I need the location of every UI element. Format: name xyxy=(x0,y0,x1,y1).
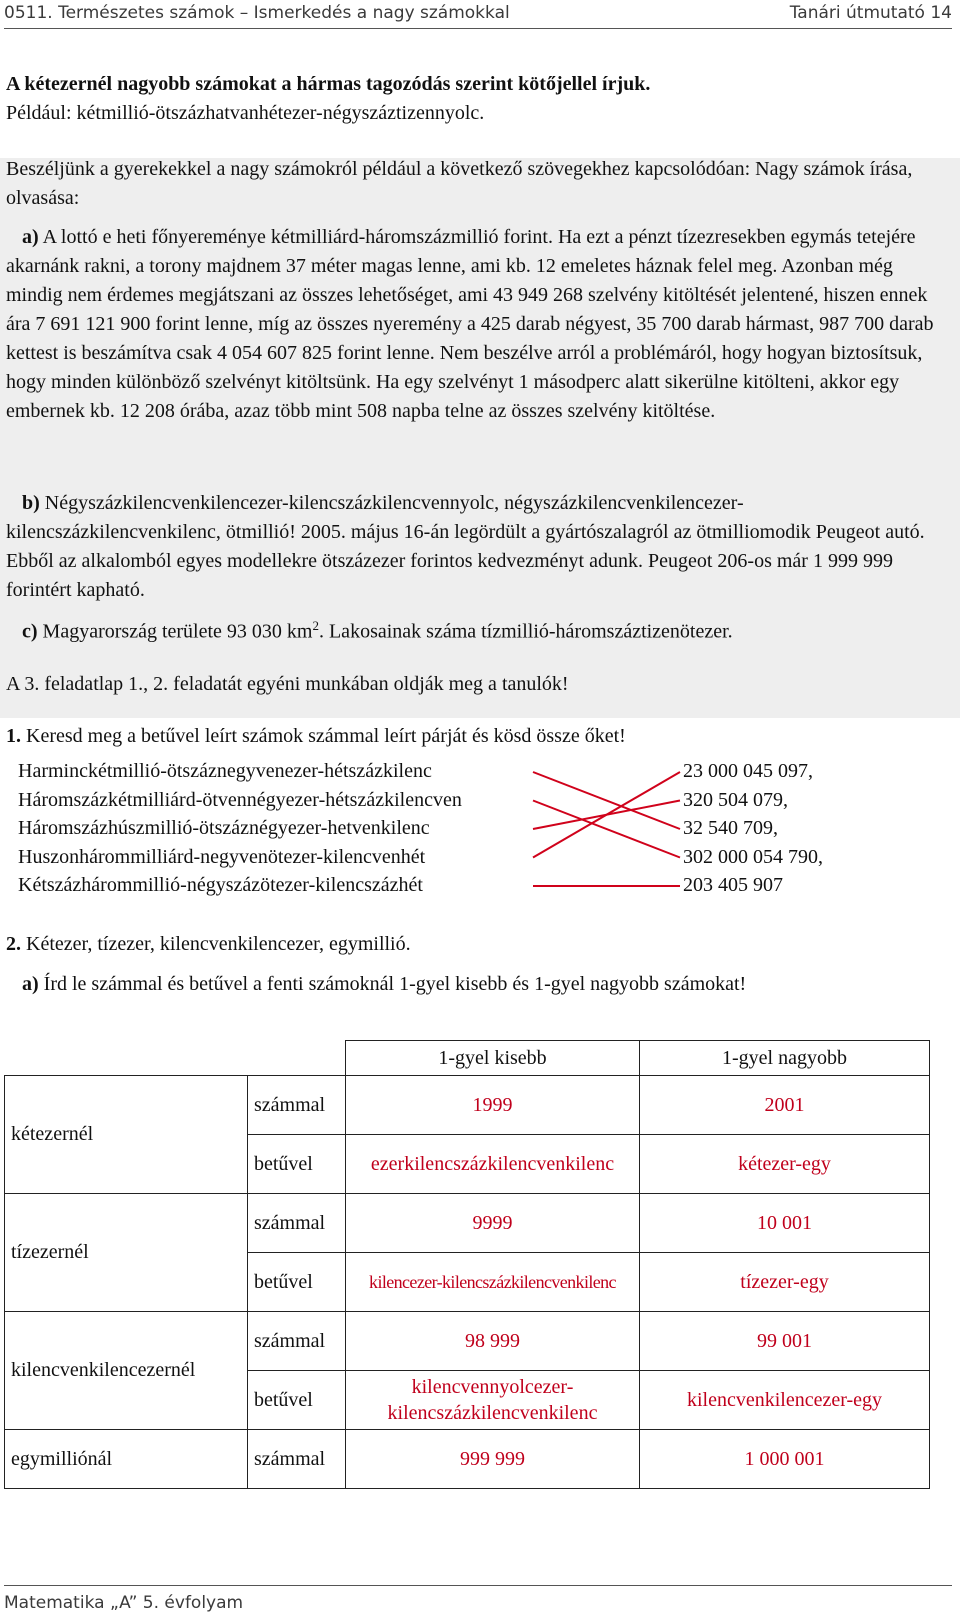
word-number: Huszonhárommilliárd-negyvenötezer-kilencvenhét xyxy=(18,845,426,868)
example-c-text-end: . Lakosainak száma tízmillió-háromszáztizenötezer. xyxy=(318,620,733,643)
example-a-text: A lottó e heti főnyereménye kétmilliárd-háromszázmillió forint. Ha ezt a pénzt tízezresekben egymás tetejére akarnánk rakni, a torony majdnem 37 méter magas lenne, ami kb. 12 emeletes háznak felel meg. Azonban még mindig nem érdemes megjátszani az összes lehetőséget, ami 43 949 268 szelvény kitöltését jelentené, hiszen ennek ára 7 691 121 900 forint lenne, míg az összes nyeremény a 425 darab négyest, 35 700 darab hármast, 987 700 darab kettest is beszámítva csak 4 054 607 825 forint lenne. Nem beszélve arról a problémáról, hogy hogyan biztosítsuk, hogy minden különböző szelvényt kitöltsünk. Ha egy szelvényt 1 másodperc alatt sikerülne kitölteni, akkor egy embernek kb. 12 208 órába, azaz több mint 508 napba telne az összes szelvény kitöltése. xyxy=(6,226,934,422)
task-note: A 3. feladatlap 1., 2. feladatát egyéni munkában oldják meg a tanulók! xyxy=(6,673,569,695)
answer-cell: kilencezer-kilencszázkilencvenkilenc xyxy=(346,1253,640,1312)
word-number: Háromszázkétmilliárd-ötvennégyezer-hétszázkilencven xyxy=(18,788,462,811)
row-type-words: betűvel xyxy=(248,1371,346,1430)
digit-number: 32 540 709, xyxy=(683,817,778,839)
intro-rule-text: A kétezernél nagyobb számokat a hármas tagozódás szerint kötőjellel írjuk. xyxy=(6,73,651,95)
answer-line: kilencvennyolcezer- xyxy=(411,1376,574,1398)
word-number: Kétszázhárommillió-négyszázötezer-kilencszázhét xyxy=(18,874,423,896)
answer-table xyxy=(4,1040,930,1489)
example-c-text: Magyarország területe 93 030 km xyxy=(42,620,313,643)
task2-number: 2. xyxy=(6,933,21,955)
row-type-numeral: számmal xyxy=(248,1312,346,1371)
answer-cell: 9999 xyxy=(346,1194,640,1253)
example-b-label: b) xyxy=(22,492,40,514)
row-label: kétezernél xyxy=(5,1076,248,1194)
answer-cell: kilencvenkilencezer-egy xyxy=(640,1371,930,1430)
word-number: Harminckétmillió-ötszáznegyvenezer-hétszázkilenc xyxy=(18,760,432,782)
answer-cell: 99 001 xyxy=(640,1312,930,1371)
answer-line: kilencszázkilencvenkilenc xyxy=(387,1402,598,1424)
task2-heading xyxy=(6,930,946,959)
header-page-label: Tanári útmutató 14 xyxy=(789,3,952,23)
answer-cell: 98 999 xyxy=(346,1312,640,1371)
row-type-numeral: számmal xyxy=(248,1194,346,1253)
task1-number: 1. xyxy=(6,725,21,747)
match-line xyxy=(533,772,680,829)
answer-cell: 10 001 xyxy=(640,1194,930,1253)
task2a xyxy=(6,970,946,999)
example-c-label: c) xyxy=(22,620,38,643)
answer-cell: tízezer-egy xyxy=(640,1253,930,1312)
task1-instruction: Keresd meg a betűvel leírt számok számmal leírt párját és kösd össze őket! xyxy=(26,725,626,747)
col-header-smaller: 1-gyel kisebb xyxy=(346,1041,640,1076)
answer-cell: kétezer-egy xyxy=(640,1135,930,1194)
page-footer xyxy=(4,1585,952,1615)
digit-number: 320 504 079, xyxy=(683,788,788,811)
row-type-words: betűvel xyxy=(248,1253,346,1312)
row-type-words: betűvel xyxy=(248,1135,346,1194)
digit-number: 302 000 054 790, xyxy=(683,845,823,868)
intro-example: Például: kétmillió-ötszázhatvanhétezer-négyszáztizennyolc. xyxy=(6,102,485,124)
match-line xyxy=(533,801,680,858)
row-label: tízezernél xyxy=(5,1194,248,1312)
row-type-numeral: számmal xyxy=(248,1430,346,1489)
answer-cell xyxy=(346,1371,640,1430)
example-c-superscript: 2 xyxy=(312,618,319,633)
col-header-larger: 1-gyel nagyobb xyxy=(640,1041,930,1076)
header-title: 0511. Természetes számok – Ismerkedés a nagy számokkal xyxy=(4,3,510,23)
task2a-instruction: Írd le számmal és betűvel a fenti számoknál 1-gyel kisebb és 1-gyel nagyobb számokat! xyxy=(43,973,747,995)
answer-cell: 2001 xyxy=(640,1076,930,1135)
answer-cell: 1999 xyxy=(346,1076,640,1135)
row-label: egymilliónál xyxy=(5,1430,248,1489)
task2a-label: a) xyxy=(22,973,39,995)
answer-cell: 999 999 xyxy=(346,1430,640,1489)
row-label: kilencvenkilencezernél xyxy=(5,1312,248,1430)
footer-rule xyxy=(4,1585,952,1586)
table-corner xyxy=(5,1041,346,1076)
example-b-text: Négyszázkilencvenkilencezer-kilencszázkilencvennyolc, négyszázkilencvenkilencezer-kilencszázkilencvenkilenc, ötmillió! 2005. május 16-án legördült a gyártószalagról az ötmilliomodik Peugeot autó. Ebből az alkalomból egyes modellekre ötszázezer forintos kedvezményt adunk. Peugeot 206-os már 1 999 999 forintért kapható. xyxy=(6,492,925,601)
footer-text: Matematika „A” 5. évfolyam xyxy=(4,1593,244,1613)
discussion-lead: Beszéljünk a gyerekekkel a nagy számokról például a következő szövegekhez kapcsolódóan: Nagy számok írása, olvasása: xyxy=(6,158,913,209)
digit-number: 203 405 907 xyxy=(683,874,783,896)
match-line xyxy=(533,772,680,858)
word-number: Háromszázhúszmillió-ötszáznégyezer-hetvenkilenc xyxy=(18,817,430,839)
digit-number: 23 000 045 097, xyxy=(683,760,813,782)
row-type-numeral: számmal xyxy=(248,1076,346,1135)
task2-text: Kétezer, tízezer, kilencvenkilencezer, egymillió. xyxy=(26,933,411,955)
answer-cell: ezerkilencszázkilencvenkilenc xyxy=(346,1135,640,1194)
example-a-label: a) xyxy=(22,226,39,248)
answer-cell: 1 000 001 xyxy=(640,1430,930,1489)
